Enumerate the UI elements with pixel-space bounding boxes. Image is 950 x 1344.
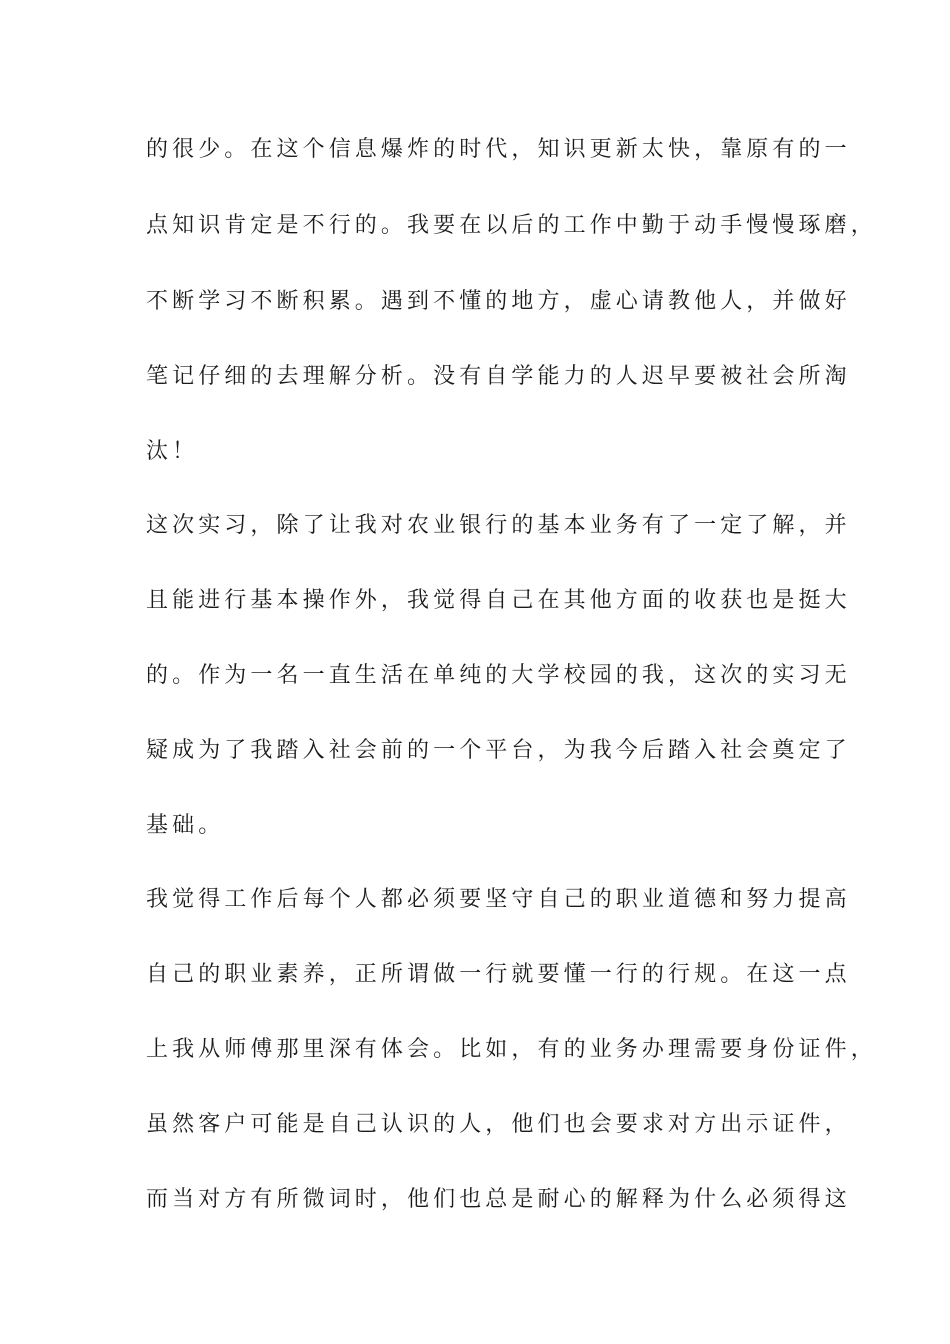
text-line: 汰！ (146, 439, 199, 464)
text-line: 而当对方有所微词时，他们也总是耐心的解释为什么必须得这 (146, 1187, 851, 1212)
text-line: 点知识肯定是不行的。我要在以后的工作中勤于动手慢慢琢磨， (146, 213, 877, 238)
text-line: 且能进行基本操作外，我觉得自己在其他方面的收获也是挺大 (146, 588, 851, 613)
text-line: 的很少。在这个信息爆炸的时代，知识更新太快，靠原有的一 (146, 137, 851, 162)
text-line: 不断学习不断积累。遇到不懂的地方，虚心请教他人，并做好 (146, 289, 851, 314)
text-line: 基础。 (146, 813, 225, 838)
text-line: 我觉得工作后每个人都必须要坚守自己的职业道德和努力提高 (146, 887, 851, 912)
text-line: 的。作为一名一直生活在单纯的大学校园的我，这次的实习无 (146, 663, 851, 688)
text-line: 疑成为了我踏入社会前的一个平台，为我今后踏入社会奠定了 (146, 738, 851, 763)
text-line: 虽然客户可能是自己认识的人，他们也会要求对方出示证件， (146, 1112, 851, 1137)
text-line: 自己的职业素养，正所谓做一行就要懂一行的行规。在这一点 (146, 962, 851, 987)
text-line: 这次实习，除了让我对农业银行的基本业务有了一定了解，并 (146, 513, 851, 538)
text-line: 笔记仔细的去理解分析。没有自学能力的人迟早要被社会所淘 (146, 364, 851, 389)
text-line: 上我从师傅那里深有体会。比如，有的业务办理需要身份证件， (146, 1037, 877, 1062)
